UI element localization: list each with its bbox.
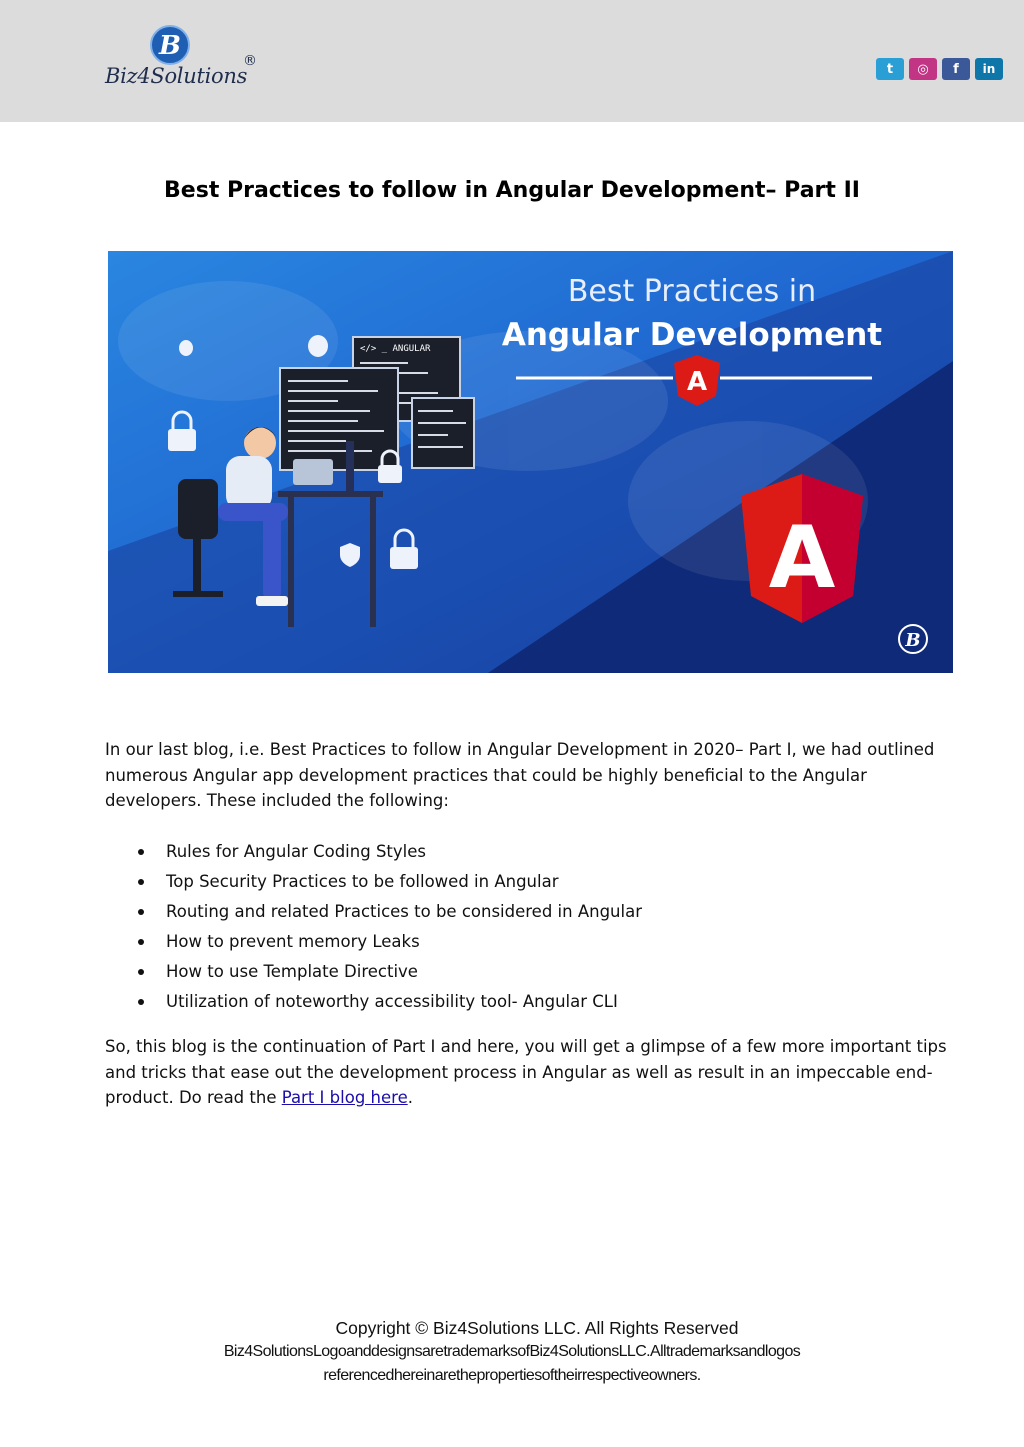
footer-copyright: Copyright © Biz4Solutions LLC. All Rights Reserved (335, 1318, 739, 1338)
social-links (876, 58, 1003, 80)
registered-mark: ® (243, 53, 257, 69)
hero-heading-line1: Best Practices in (567, 274, 817, 309)
svg-text:A: A (768, 508, 836, 608)
hero-heading-line2: Angular Development (501, 317, 883, 353)
hero-banner-image (108, 251, 953, 673)
biz4-watermark-letter: B (905, 630, 921, 651)
practices-list (130, 840, 642, 1020)
footer-trademark-line1: Biz4SolutionsLogoanddesignsaretrademarksofBiz4SolutionsLLC.Alltrademarksandlogos (223, 1343, 801, 1360)
page-header (0, 0, 1024, 122)
part-one-blog-link[interactable]: Part I blog here (281, 1088, 408, 1107)
list-item: Routing and related Practices to be considered in Angular (130, 900, 642, 930)
logo-text: Biz4Solutions (105, 64, 248, 88)
outro-paragraph (105, 1034, 955, 1111)
list-item: Top Security Practices to be followed in Angular (130, 870, 642, 900)
outro-text: So, this blog is the continuation of Part I and here, you will get a glimpse of a few more important tips and tricks that ease out the development process in Angular as well as result in an impeccable end-product. Do read the (105, 1037, 947, 1107)
list-item: How to prevent memory Leaks (130, 930, 642, 960)
facebook-icon[interactable]: f (942, 58, 970, 80)
intro-paragraph: In our last blog, i.e. Best Practices to follow in Angular Development in 2020– Part I, we had outlined numerous Angular app development practices that could be highly beneficial to the Angular developers. These included the following: (105, 740, 935, 810)
svg-text:</> _ ANGULAR: </> _ ANGULAR (360, 344, 431, 354)
svg-text:A: A (686, 367, 708, 397)
list-item: How to use Template Directive (130, 960, 642, 990)
list-item: Utilization of noteworthy accessibility tool- Angular CLI (130, 990, 642, 1020)
instagram-icon[interactable]: ◎ (909, 58, 937, 80)
page-title: Best Practices to follow in Angular Development– Part II (164, 178, 860, 203)
footer-trademark-line2: referencedhereinarethepropertiesoftheirrespectiveowners. (323, 1367, 701, 1384)
code-window-3 (412, 398, 474, 468)
company-logo[interactable] (105, 24, 265, 94)
linkedin-icon[interactable]: in (975, 58, 1003, 80)
list-item: Rules for Angular Coding Styles (130, 840, 642, 870)
code-window-2 (280, 368, 398, 470)
outro-end: . (407, 1088, 413, 1107)
twitter-icon[interactable]: t (876, 58, 904, 80)
logo-b-icon (149, 24, 191, 66)
svg-text:B: B (159, 31, 181, 61)
